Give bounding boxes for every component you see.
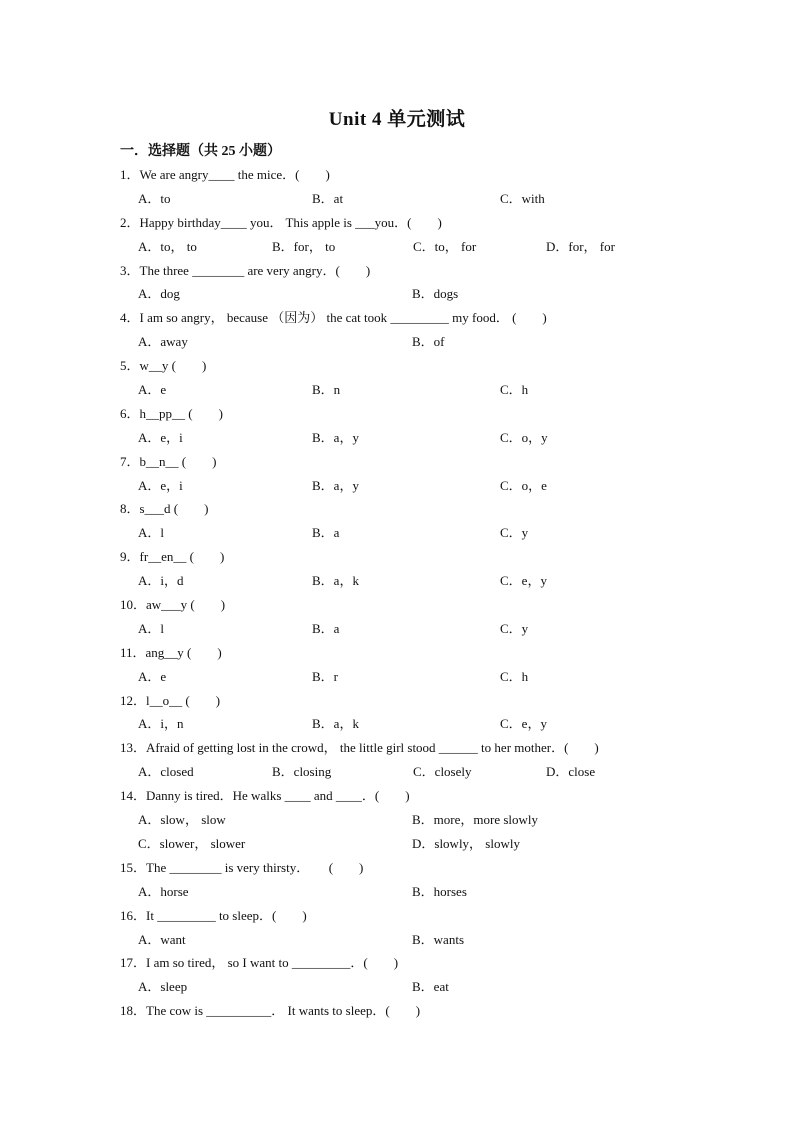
question-stem: 1．We are angry____ the mice．( ) — [120, 167, 330, 182]
options-row — [120, 474, 760, 498]
answer-option[interactable]: C．y — [500, 620, 529, 636]
question-stem: 5．w__y ( ) — [120, 358, 207, 374]
options-row — [120, 712, 760, 736]
options-row — [120, 569, 760, 593]
answer-option[interactable]: A．i，n — [138, 716, 184, 732]
answer-option[interactable]: B．a — [312, 620, 340, 636]
answer-option[interactable]: B．wants — [412, 931, 465, 947]
answer-option[interactable]: C．o，e — [500, 477, 547, 493]
answer-option[interactable]: A．to — [138, 190, 171, 206]
answer-option[interactable]: C．closely — [413, 764, 472, 780]
answer-option[interactable]: B．for， to — [272, 238, 336, 254]
answer-option[interactable]: C．slower， slower — [138, 835, 246, 851]
answer-option[interactable]: A．horse — [138, 883, 189, 899]
question-stem: 9．fr__en__ ( ) — [120, 549, 225, 565]
options-row — [120, 426, 760, 450]
answer-option[interactable]: C．e，y — [500, 716, 547, 732]
answer-option[interactable]: B．more，more slowly — [412, 812, 539, 828]
answer-option[interactable]: A．e — [138, 382, 167, 398]
answer-option[interactable]: A．closed — [138, 764, 194, 780]
answer-option[interactable]: A．i，d — [138, 573, 184, 589]
answer-option[interactable]: A．l — [138, 620, 165, 636]
answer-option[interactable]: A．want — [138, 931, 186, 947]
options-row — [120, 330, 760, 354]
options-row — [120, 187, 760, 211]
answer-option[interactable]: A．e — [138, 668, 167, 684]
answer-option[interactable]: D．close — [546, 764, 596, 780]
answer-option[interactable]: D．slowly， slowly — [412, 835, 520, 851]
options-row — [120, 880, 760, 904]
question-stem: 3．The three ________ are very angry．( ) — [120, 262, 371, 278]
options-row — [120, 235, 760, 259]
page-title: Unit 4 单元测试 — [328, 109, 466, 130]
answer-option[interactable]: B．a — [312, 525, 340, 541]
options-row — [120, 665, 760, 689]
options-row — [120, 617, 760, 641]
question-stem: 13．Afraid of getting lost in the crowd， the little girl stood ______ to her mother．( ) — [120, 740, 599, 756]
section-heading: 一．选择题（共 25 小题） — [120, 144, 281, 159]
answer-option[interactable]: A．l — [138, 525, 165, 541]
question-stem: 12．l__o__ ( ) — [120, 692, 221, 708]
answer-option[interactable]: A．e，i — [138, 429, 183, 445]
answer-option[interactable]: A．dog — [138, 286, 180, 302]
answer-option[interactable]: C．with — [500, 190, 545, 206]
question-stem: 6．h__pp__ ( ) — [120, 405, 223, 421]
answer-option[interactable]: B．of — [412, 334, 445, 350]
answer-option[interactable]: C．h — [500, 382, 529, 398]
answer-option[interactable]: C．to， for — [413, 238, 477, 254]
answer-option[interactable]: B．r — [312, 668, 339, 684]
question-stem: 11．ang__y ( ) — [120, 644, 222, 660]
answer-option[interactable]: B．n — [312, 382, 341, 398]
options-row — [120, 928, 760, 952]
question-stem: 10．aw___y ( ) — [120, 597, 226, 613]
answer-option[interactable]: B．horses — [412, 883, 467, 899]
question-stem: 16．It _________ to sleep．( ) — [120, 907, 307, 923]
answer-option[interactable]: B．closing — [272, 764, 332, 780]
answer-option[interactable]: B．dogs — [412, 286, 459, 302]
question-stem: 14．Danny is tired．He walks ____ and ____．( ) — [120, 788, 410, 804]
question-stem: 15．The ________ is very thirsty． ( ) — [120, 859, 364, 875]
options-row — [120, 832, 760, 856]
question-stem: 4．I am so angry， because （因为） the cat took _________ my food． ( ) — [120, 310, 547, 326]
answer-option[interactable]: C．o，y — [500, 429, 548, 445]
answer-option[interactable]: A．sleep — [138, 979, 188, 995]
answer-option[interactable]: D．for， for — [546, 238, 615, 254]
question-stem: 7．b__n__ ( ) — [120, 453, 217, 469]
answer-option[interactable]: C．h — [500, 668, 529, 684]
options-row — [120, 521, 760, 545]
answer-option[interactable]: B．a，y — [312, 477, 359, 493]
question-stem: 8．s___d ( ) — [120, 501, 209, 517]
answer-option[interactable]: B．at — [312, 190, 344, 206]
answer-option[interactable]: A．e，i — [138, 477, 183, 493]
answer-option[interactable]: B．eat — [412, 979, 449, 995]
question-list — [120, 163, 760, 1023]
options-row — [120, 282, 760, 306]
answer-option[interactable]: A．away — [138, 334, 188, 350]
options-row — [120, 378, 760, 402]
answer-option[interactable]: C．e，y — [500, 573, 547, 589]
answer-option[interactable]: A．slow， slow — [138, 812, 226, 828]
question-stem: 17．I am so tired， so I want to _________．( ) — [120, 955, 399, 971]
answer-option[interactable]: B．a，k — [312, 573, 359, 589]
options-row — [120, 975, 760, 999]
options-row — [120, 808, 760, 832]
question-stem: 2．Happy birthday____ you． This apple is ___you．( ) — [120, 214, 442, 230]
answer-option[interactable]: B．a，k — [312, 716, 359, 732]
question-stem: 18．The cow is __________． It wants to sleep．( ) — [120, 1003, 421, 1019]
options-row — [120, 760, 760, 784]
answer-option[interactable]: A．to， to — [138, 238, 197, 254]
answer-option[interactable]: B．a，y — [312, 429, 359, 445]
answer-option[interactable]: C．y — [500, 525, 529, 541]
